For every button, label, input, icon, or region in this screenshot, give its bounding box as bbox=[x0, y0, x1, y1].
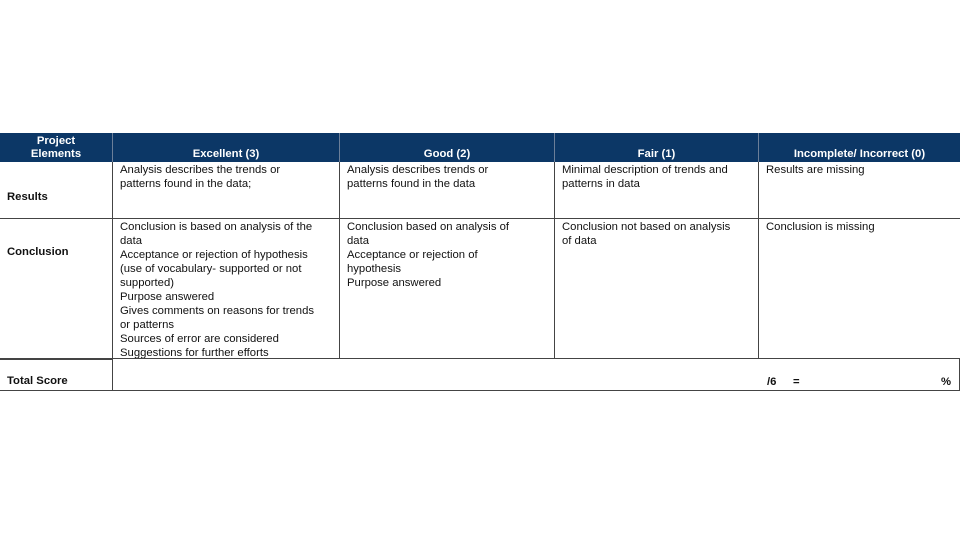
conclusion-good-cell bbox=[340, 219, 555, 359]
results-fair-cell bbox=[555, 162, 759, 219]
criteria-line: data bbox=[347, 235, 369, 247]
row-label-total-score: Total Score bbox=[0, 359, 113, 391]
conclusion-incomplete-cell bbox=[759, 219, 960, 359]
results-good-cell bbox=[340, 162, 555, 219]
criteria-line: supported) bbox=[120, 277, 175, 289]
criteria-line: data bbox=[120, 235, 142, 247]
criteria-line: Conclusion is missing bbox=[766, 221, 875, 233]
total-score-cell bbox=[113, 358, 960, 391]
conclusion-fair-cell bbox=[555, 219, 759, 359]
header-good: Good (2) bbox=[340, 133, 555, 162]
criteria-line: patterns found in the data; bbox=[120, 178, 252, 190]
criteria-line: Purpose answered bbox=[120, 291, 215, 303]
row-label-results: Results bbox=[0, 162, 113, 219]
criteria-line: Sources of error are considered bbox=[120, 333, 279, 345]
criteria-line: Conclusion not based on analysis bbox=[562, 221, 731, 233]
criteria-line: (use of vocabulary- supported or not bbox=[120, 263, 302, 275]
criteria-line: patterns found in the data bbox=[347, 178, 476, 190]
header-fair: Fair (1) bbox=[555, 133, 759, 162]
criteria-line: of data bbox=[562, 235, 597, 247]
criteria-line: Conclusion is based on analysis of the bbox=[120, 221, 313, 233]
criteria-line: hypothesis bbox=[347, 263, 402, 275]
criteria-line: Suggestions for further efforts bbox=[120, 347, 269, 359]
conclusion-excellent-cell bbox=[113, 219, 340, 359]
criteria-line: Acceptance or rejection of bbox=[347, 249, 478, 261]
criteria-line: Minimal description of trends and bbox=[562, 164, 728, 176]
total-out-of: /6 bbox=[767, 376, 777, 388]
criteria-line: Results are missing bbox=[766, 164, 865, 176]
criteria-line: or patterns bbox=[120, 319, 175, 331]
total-percent: % bbox=[940, 376, 951, 388]
criteria-line: Acceptance or rejection of hypothesis bbox=[120, 249, 308, 261]
row-label-conclusion: Conclusion bbox=[0, 219, 113, 359]
criteria-line: Conclusion based on analysis of bbox=[347, 221, 510, 233]
criteria-line: Gives comments on reasons for trends bbox=[120, 305, 315, 317]
header-label-line: Project bbox=[36, 135, 76, 147]
criteria-line: Analysis describes the trends or bbox=[120, 164, 281, 176]
criteria-line: Purpose answered bbox=[347, 277, 442, 289]
criteria-line: patterns in data bbox=[562, 178, 640, 190]
criteria-line: Analysis describes trends or bbox=[347, 164, 489, 176]
results-excellent-cell bbox=[113, 162, 340, 219]
total-equals: = bbox=[793, 376, 800, 388]
header-label-line: Elements bbox=[30, 148, 82, 160]
header-excellent: Excellent (3) bbox=[113, 133, 340, 162]
results-incomplete-cell bbox=[759, 162, 960, 219]
header-incomplete: Incomplete/ Incorrect (0) bbox=[759, 133, 960, 162]
header-project-elements bbox=[0, 133, 113, 162]
